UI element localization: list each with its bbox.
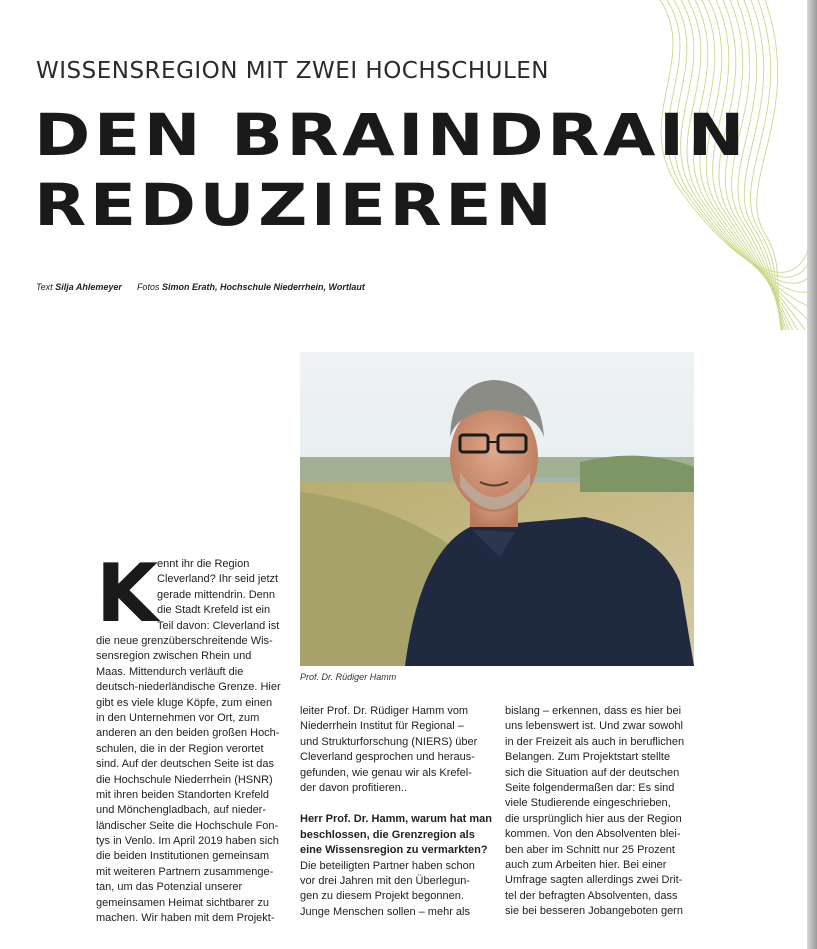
column2 [300,704,492,920]
column1-line: schulen, die in der Region verortet [96,742,264,755]
column1-line: Maas. Mittendurch verläuft die [96,665,244,678]
credit-text-label: Text [36,282,53,292]
column1-body [96,634,281,926]
column3-line: Belangen. Zum Projektstart stellte [505,751,671,764]
column1-indented-line: gerade mittendrin. Denn [157,588,276,601]
column1-indented-line: Teil davon: Cleverland ist [157,619,280,632]
column1-intro [157,557,279,634]
column3-line: kommen. Von den Absolventen blei- [505,828,681,841]
column3-line: bislang – erkennen, dass es hier bei [505,705,682,717]
wave-line [757,0,808,330]
column3-line: ben aber im Schnitt nur 25 Prozent [505,843,675,856]
column3-line: in der Freizeit als auch in beruflichen [505,735,685,748]
column1-line: machen. Wir haben mit dem Projekt- [96,912,275,925]
column1-line: und Mönchengladbach, auf nieder- [96,804,267,817]
column2-para1-line: leiter Prof. Dr. Rüdiger Hamm vom [300,705,469,717]
column1-line: die beiden Institutionen gemeinsam [96,850,270,863]
column1-line: sind. Auf der deutschen Seite ist das [96,758,274,771]
column3-line: tel der befragten Absolventen, dass [505,889,678,902]
column2-para2 [300,859,492,921]
column1-line: sensregion zwischen Rhein und [96,650,252,663]
credit-text-author: Silja Ahlemeyer [55,282,122,292]
column2-para1-line: Cleverland gesprochen und heraus- [300,751,475,764]
article-kicker: WISSENSREGION MIT ZWEI HOCHSCHULEN [36,58,550,84]
column2-para1-line: und Strukturforschung (NIERS) über [300,735,478,748]
column3 [505,704,684,919]
article-headline [34,100,748,240]
article-credits [36,282,365,292]
column2-para2-line: Die beteiligten Partner haben schon [300,859,475,872]
column3-line: uns lebenswert ist. Und zwar sowohl [505,720,683,733]
column1-line: die neue grenzüberschreitende Wis- [96,635,273,647]
column3-line: sich die Situation auf der deutschen [505,766,680,779]
column3-line: Seite folgendermaßen dar: Es sind [505,781,675,794]
column1-line: die Hochschule Niederrhein (HSNR) [96,773,273,786]
column1-indented-line: Cleverland? Ihr seid jetzt [157,573,279,586]
column2-para2-line: gen zu diesem Projekt begonnen. [300,890,464,903]
column3-line: die ursprünglich hier aus der Region [505,812,682,825]
column2-question-line: Herr Prof. Dr. Hamm, warum hat man [300,813,492,826]
column2-para1 [300,704,492,796]
portrait-photo [300,352,694,666]
column2-para1-line: gefunden, wie genau wir als Krefel- [300,766,472,779]
column1-line: mit weiteren Partnern zusammenge- [96,865,274,878]
column1-line: in den Unternehmen vor Ort, zum [96,711,260,724]
column1-line: ländischer Seite die Hochschule Fon- [96,819,279,832]
column3-line: Umfrage sagten allerdings zwei Drit- [505,874,683,887]
column2-para1-line: Niederrhein Institut für Regional – [300,720,464,733]
credit-photo-label: Fotos [136,282,160,292]
headline-line-2: REDUZIEREN [34,171,556,239]
column1-line: gemeinsamen Heimat sichtbarer zu [96,896,270,909]
column2-para2-line: vor drei Jahren mit den Überlegun- [300,874,470,887]
headline-line-1: DEN BRAINDRAIN [34,101,748,169]
column3-line: sie bei besseren Jobangeboten gern [505,905,683,918]
column1-line: anderen an den beiden großen Hoch- [96,727,280,740]
photo-caption: Prof. Dr. Rüdiger Hamm [300,672,397,682]
column2-question-line: eine Wissensregion zu vermarkten? [300,844,488,857]
drop-cap: K [96,547,158,640]
column2-para1-line: der davon profitieren.. [300,781,408,794]
column1-indented-line: die Stadt Krefeld ist ein [157,604,271,617]
column1-line: tan, um das Potenzial unserer [96,881,243,894]
column1-line: gibt es viele kluge Köpfe, zum einen [96,696,273,709]
page-edge [807,0,817,949]
column1-indented-line: ennt ihr die Region [157,558,250,570]
column2-question-line: beschlossen, die Grenzregion als [300,828,475,841]
credit-photo-authors: Simon Erath, Hochschule Niederrhein, Wortlaut [161,282,365,292]
column1-line: mit ihren beiden Standorten Krefeld [96,788,270,801]
column1-line: deutsch-niederländische Grenze. Hier [96,681,281,694]
column3-line: auch zum Arbeiten hier. Bei einer [505,858,667,871]
interview-question [300,812,492,858]
column1-line: tys in Venlo. Im April 2019 haben sich [96,835,279,848]
column2-para2-line: Junge Menschen sollen – mehr als [300,905,470,918]
column3-line: viele Studierende eingeschrieben, [505,797,671,810]
